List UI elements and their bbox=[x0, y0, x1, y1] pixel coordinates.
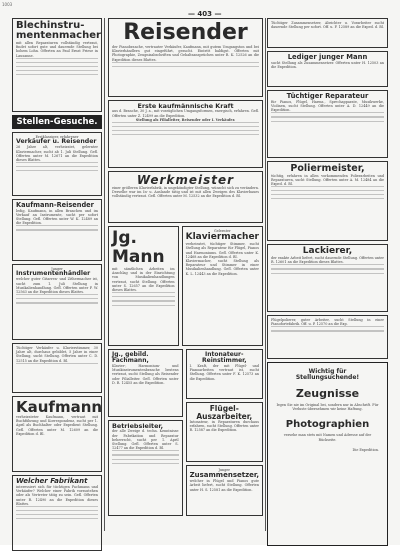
ad-heading: Erste kaufmännische Kraft bbox=[137, 102, 234, 110]
notice-text: legen Sie nie im Original bei, sondern nur in Abschrift. Für Verluste übernehmen wir keine Haftung. bbox=[276, 403, 379, 412]
notice-stellungsuchende bbox=[267, 362, 388, 546]
ad-lackierer bbox=[267, 244, 388, 312]
notice-label-photographien: Photographien bbox=[285, 419, 370, 431]
ad-text: aus d. Branche, 30 J. a., mit vorzüglichen Umgangsformen, energisch, erfahren. Gefl. Offerten unter Z. 12499 an die Expedition. bbox=[112, 109, 259, 118]
ad-instrumentenhaendler bbox=[12, 264, 102, 340]
ad-heading: Intonateur-Reinstimmer, bbox=[202, 351, 247, 364]
ad-klaviermacher bbox=[182, 226, 263, 346]
ad-zusammensetzer-abrichter bbox=[267, 18, 388, 48]
ad-kaufmann-reisender bbox=[12, 199, 102, 261]
ad-heading: Lediger junger Mann bbox=[287, 53, 368, 61]
ad-betriebsleiter bbox=[108, 420, 183, 516]
ad-text: sucht Stellung als Zusammensetzer. Offerten unter H. 12503 an die Expedition. bbox=[271, 60, 384, 69]
ad-text: Flügelpolierer, guter Arbeiter, sucht Stellung in einer Pianofortefabrik. Off. u. P. 12570 an die Exp. bbox=[271, 318, 384, 327]
ad-row bbox=[108, 349, 263, 519]
ad-heading: Tüchtiger Reparateur bbox=[286, 92, 369, 100]
ad-text: ledig, Kaufmann, in allen Branchen und im Verkauf an Instrumente, sucht per sofort Stellung. Gefl. Offerten unter W. K. 12489 an die Expedition. bbox=[16, 208, 98, 226]
ad-text: Tüchtiger Zusammensetzer, Abrichter u. Vorarbeiter sucht dauernde Stellung per sofort. Off. u. F. 12589 an die Exped. d. Bl. bbox=[271, 21, 384, 30]
ad-text: der Pianobranche, vertrauter Verkäufer, Kaufmann, mit gutem Umgangston und bei Klavierhändlern gut eingeführt, gesucht. Eintritt baldigst. Offerten mit Photographie, Zeugnisabschriften und Gehaltsansprüchen unter R. K. 12526 an die Expedition dieses Blattes. bbox=[112, 45, 259, 62]
ad-heading: Blechinstru-mentenmacher bbox=[16, 20, 101, 41]
ad-heading: Betriebsleiter, bbox=[112, 422, 164, 430]
ad-text: der exakte Arbeit liefert, sucht dauernde Stellung. Offerten unter R. 12601 an die Expedition dieses Blattes. bbox=[271, 256, 384, 265]
page-number: — 403 — bbox=[188, 10, 222, 18]
ad-pre: Gelernter bbox=[214, 229, 231, 233]
ad-heading: Klaviermacher bbox=[185, 232, 259, 243]
ad-pre: Junger bbox=[51, 267, 63, 271]
ad-text: einer größeren Klavierfabrik, in ungekündigter Stellung, wünscht sich zu verändern. Derselbe war im In- u. Auslande tätig und ist mit allen Zweigen des Klavierbaues vollständig vertraut. Gefl. Offerten unter M. 12532 an die Expedition d. Bl. bbox=[112, 186, 259, 199]
ad-heading: Kaufmann bbox=[16, 398, 103, 416]
notice-label-zeugnisse: Zeugnisse bbox=[295, 387, 360, 400]
ad-text: welcher in Flügel und Pianos gute Arbeit liefert, sucht Stellung. Offerten unter H. S. 12581 an die Expedition. bbox=[189, 479, 259, 492]
ad-text: der alle Zweige d. techn. Kenntnisse der Fabrikation und Reparatur beherrscht, sucht per 1. April Stellung. Gefl. Offerten unter S. 12477 an die Expedition d. Bl. bbox=[112, 429, 179, 451]
column-rule bbox=[104, 18, 105, 531]
ad-text: welcher guter Gitarren- und Zithermacher ist, sucht zum 1. Juli Stellung in Musikalienhandlung. Gefl. Offerten unter F. W. 12563 an die Expedition dieses Blattes. bbox=[16, 277, 98, 295]
ad-jg-mann bbox=[108, 226, 179, 346]
ad-klavierstimmer bbox=[12, 343, 102, 393]
ad-zusammensetzer bbox=[186, 465, 263, 516]
notice-signature: Die Expedition. bbox=[352, 447, 379, 452]
ad-pre: Erstklassiger, erfahrener bbox=[35, 135, 79, 139]
ad-erste-kraft bbox=[108, 100, 263, 168]
ad-heading: Reisender bbox=[123, 20, 248, 45]
ad-kaufmann bbox=[12, 396, 102, 472]
ad-heading: Werkmeister bbox=[136, 173, 235, 187]
ad-poliermeister bbox=[267, 161, 388, 241]
ad-stack-left bbox=[108, 349, 183, 519]
ad-heading: Jg., gebild. Fachmann, bbox=[112, 351, 149, 364]
ad-row bbox=[108, 226, 263, 346]
ad-lediger-mann bbox=[267, 51, 388, 87]
ad-fachmann bbox=[108, 349, 183, 417]
ad-text: I. Kraft, der mit Flügel- und Pianoarbeiten vertraut ist, sucht Stellung. Offerten unter F. K. 12573 an die Expedition. bbox=[189, 364, 259, 381]
ad-text: mit sämtlichen Arbeiten im Anschlag und in der Einrichtung von Musikalienhandlungen vertraut, sucht Stellung. Offerten unter S. 12657 an die Expedition dieses Blattes. bbox=[112, 267, 175, 293]
ad-intonateur bbox=[186, 349, 263, 399]
ad-welcher-fabrikant bbox=[12, 475, 102, 551]
notice-text: versehe man stets mit Namen und Adresse auf der Rückseite. bbox=[283, 433, 372, 442]
column-right bbox=[267, 18, 388, 531]
ad-heading: Lackierer, bbox=[302, 246, 353, 256]
ad-heading: Verkäufer u. Reisender bbox=[16, 138, 97, 146]
ad-text: für Pianos, Flügel, Harms., Sprechapparate, Musikwerke, Violinen, sucht Stellung. Offerten unter A. D. 12449 an die Expedition. bbox=[271, 99, 384, 113]
ad-text: Tüchtiger Verkäufer u. Klavierstimmer, 30 Jahre alt, durchaus gebildet, 5 Jahre in einer Stellung, sucht Stellung. Offerten unter C. D. 12515 an die Expedition d. Bl. bbox=[16, 346, 98, 363]
ad-text-2: Klaviermacher, sucht Stellung als Reparateur und Stimmer in einer Musikalienhandlung. Gefl. Offerten unter K. L. 12443 an die Expedition. bbox=[185, 259, 259, 276]
ad-blechinstrumentenmacher bbox=[12, 18, 102, 112]
ad-heading: Instrumentenhändler bbox=[16, 270, 91, 278]
notice-heading: Wichtig für Stellungsuchende! bbox=[295, 368, 360, 381]
ad-text: Intonateur, in Reparaturen durchaus erfahren, sucht Stellung. Offerten unter R. 12587 an die Expedition. bbox=[189, 420, 259, 433]
ad-heading: Flügel-Auszarbeiter, bbox=[196, 404, 253, 421]
ad-heading: Zusammensetzer, bbox=[189, 471, 259, 480]
ad-text: tüchtig, erfahren in allen vorkommenden Polierarbeiten und Reparaturen, sucht Stellung. Offerten unter A. M. 12484 an die Exped. d. Bl. bbox=[271, 173, 384, 186]
ad-heading: Jg. Mann bbox=[112, 228, 165, 267]
column-rule bbox=[265, 18, 266, 531]
column-left bbox=[12, 18, 102, 531]
ad-reisender bbox=[108, 18, 263, 97]
ad-verkaeufer bbox=[12, 132, 102, 196]
ad-text: interessiert sich für tüchtigen Fachmann und Verkäufer? Welcher einer Fabrik vorzustehen oder als Vertreter tätig zu sein. Gefl. Offerten unter R. 12490 an die Expedition dieses Blattes. bbox=[16, 485, 98, 506]
section-header-stellen-gesuche: Stellen-Gesuche. bbox=[12, 115, 102, 129]
ad-text: mit allen Reparaturen vollständig vertraut, findet sofort gute und dauernde Stellung bei hohem Lohn. Offerten an Paul Ernst Friese in Lausanne. bbox=[16, 41, 98, 58]
ad-pre: Junger bbox=[218, 468, 231, 472]
ad-heading: Poliermeister, bbox=[290, 163, 365, 174]
ad-fluegelpolierer bbox=[267, 315, 388, 359]
column-middle bbox=[108, 18, 263, 531]
ad-reparateur bbox=[267, 90, 388, 158]
scan-tag: 1003 bbox=[2, 2, 13, 7]
ad-stack-right bbox=[186, 349, 263, 519]
ad-text: verheirateter Kaufmann, vertraut mit Buchführung und Korrespondenz, sucht per 1. April als Buchhalter oder Expedient Stellung. Gefl. Offerten unter M. 12609 an die Expedition d. Bl. bbox=[16, 415, 98, 436]
ad-heading: Welcher Fabrikant bbox=[16, 477, 88, 485]
ad-fluegel-auszarbeiter bbox=[186, 402, 263, 462]
ad-werkmeister bbox=[108, 171, 263, 223]
ad-text: Klavier-, Harmonium- und Musikinstrumentenbranche bestens vertraut, sucht Stellung als Reisender oder Filialleiter. Gefl. Offerten unter D. R. 12455 an die Expedition. bbox=[112, 364, 179, 385]
ad-text: 26 Jahre alt, verheiratet, gelernter Klaviermacher, sucht ab 1. Juli Stellung. Gefl. Offerten unter M. 12671 an die Expedition dieses Blattes. bbox=[16, 145, 98, 163]
ad-heading: Kaufmann-Reisender bbox=[16, 201, 94, 209]
ad-subheading: Stellung als Filialleiter, Reisender oder I. Verkäufer. bbox=[135, 117, 236, 122]
ad-text: verheiratet, tüchtiger Stimmer, sucht Stellung als Reparateur für Flügel, Pianos und Harmoniums. Gefl. Offerten unter K. 12468 an die Expedition d. Bl. bbox=[185, 242, 259, 259]
